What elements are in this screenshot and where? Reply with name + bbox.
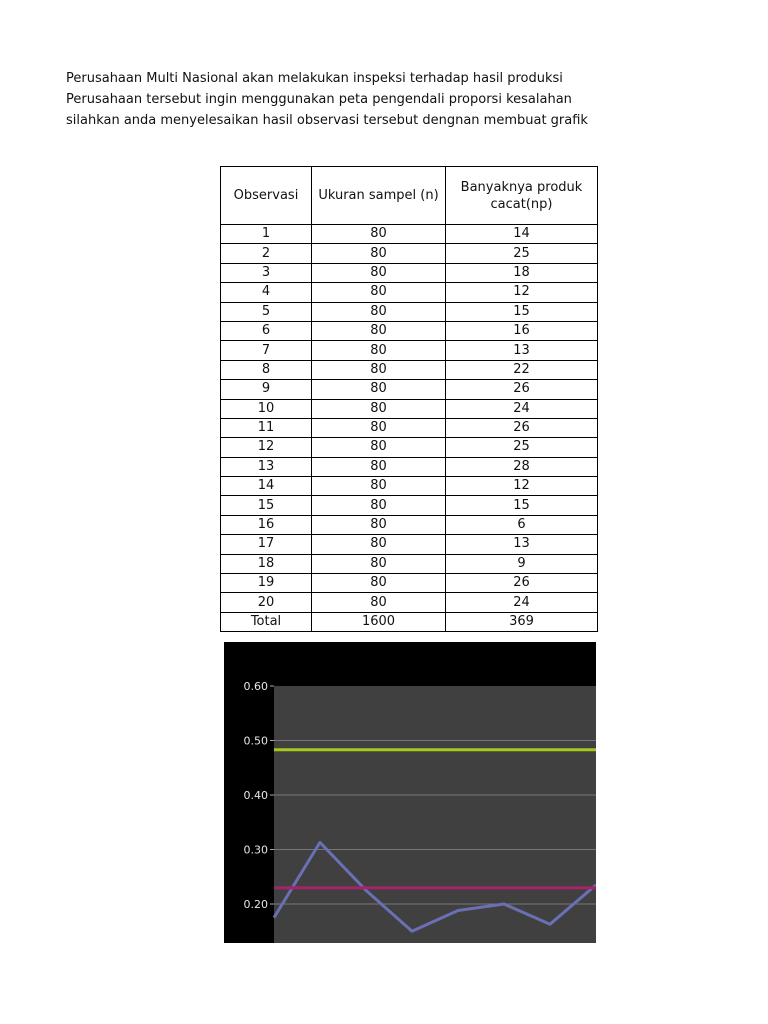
cell-observasi: 8 [221, 360, 312, 379]
cell-ukuran-sampel: 80 [312, 477, 446, 496]
table-row [221, 321, 598, 340]
table-row [221, 515, 598, 534]
cell-observasi: 10 [221, 399, 312, 418]
cell-ukuran-sampel: 80 [312, 457, 446, 476]
problem-statement [66, 68, 598, 131]
cell-produk-cacat: 12 [446, 477, 598, 496]
cell-observasi: 2 [221, 244, 312, 263]
table-row [221, 438, 598, 457]
cell-observasi: 14 [221, 477, 312, 496]
cell-ukuran-sampel: 80 [312, 515, 446, 534]
cell-produk-cacat: 25 [446, 438, 598, 457]
y-tick-label: 0.50 [243, 734, 268, 748]
cell-observasi: 15 [221, 496, 312, 515]
cell-ukuran-sampel: 80 [312, 360, 446, 379]
cell-observasi: 4 [221, 283, 312, 302]
table-body [221, 225, 598, 613]
cell-ukuran-sampel: 80 [312, 593, 446, 612]
y-tick-label: 0.40 [243, 789, 268, 802]
header-observasi: Observasi [221, 167, 312, 225]
intro-line-1: Perusahaan Multi Nasional akan melakukan inspeksi terhadap hasil produksi [66, 71, 563, 86]
cell-observasi: 19 [221, 574, 312, 593]
table-row [221, 225, 598, 244]
cell-ukuran-sampel: 80 [312, 496, 446, 515]
table-row [221, 457, 598, 476]
cell-produk-cacat: 15 [446, 302, 598, 321]
cell-observasi: 1 [221, 225, 312, 244]
cell-ukuran-sampel: 80 [312, 321, 446, 340]
cell-observasi: 6 [221, 321, 312, 340]
table-header-row [221, 167, 598, 225]
table-row [221, 496, 598, 515]
cell-produk-cacat: 28 [446, 457, 598, 476]
header-ukuran-sampel: Ukuran sampel (n) [312, 167, 446, 225]
intro-line-2: Perusahaan tersebut ingin menggunakan peta pengendali proporsi kesalahan [66, 92, 572, 107]
cell-ukuran-sampel: 80 [312, 554, 446, 573]
cell-ukuran-sampel: 80 [312, 283, 446, 302]
cell-ukuran-sampel: 80 [312, 341, 446, 360]
y-tick-label: 0.60 [243, 680, 268, 693]
table-row [221, 341, 598, 360]
cell-produk-cacat: 25 [446, 244, 598, 263]
cell-ukuran-sampel: 80 [312, 438, 446, 457]
cell-produk-cacat: 22 [446, 360, 598, 379]
p-chart-svg [224, 642, 596, 943]
cell-ukuran-sampel: 80 [312, 225, 446, 244]
table-row [221, 399, 598, 418]
cell-observasi: 9 [221, 380, 312, 399]
cell-ukuran-sampel: 80 [312, 418, 446, 437]
cell-produk-cacat: 26 [446, 380, 598, 399]
intro-line-3: silahkan anda menyelesaikan hasil observasi tersebut dengnan membuat grafik [66, 113, 588, 128]
table-row [221, 302, 598, 321]
cell-produk-cacat: 13 [446, 535, 598, 554]
header-produk-cacat: Banyaknya produk cacat(np) [446, 167, 598, 225]
cell-ukuran-sampel: 80 [312, 535, 446, 554]
cell-ukuran-sampel: 80 [312, 399, 446, 418]
table-row [221, 593, 598, 612]
cell-observasi: 17 [221, 535, 312, 554]
cell-observasi: 16 [221, 515, 312, 534]
cell-produk-cacat: 12 [446, 283, 598, 302]
cell-ukuran-sampel: 80 [312, 574, 446, 593]
total-defects: 369 [446, 612, 598, 631]
cell-observasi: 18 [221, 554, 312, 573]
cell-observasi: 3 [221, 263, 312, 282]
cell-ukuran-sampel: 80 [312, 380, 446, 399]
cell-observasi: 11 [221, 418, 312, 437]
y-tick-label: 0.30 [243, 843, 268, 857]
total-label: Total [221, 612, 312, 631]
cell-ukuran-sampel: 80 [312, 244, 446, 263]
cell-produk-cacat: 16 [446, 321, 598, 340]
cell-produk-cacat: 6 [446, 515, 598, 534]
cell-produk-cacat: 24 [446, 399, 598, 418]
table-row [221, 418, 598, 437]
table-row [221, 244, 598, 263]
cell-produk-cacat: 13 [446, 341, 598, 360]
table-row [221, 535, 598, 554]
cell-produk-cacat: 14 [446, 225, 598, 244]
table-row [221, 283, 598, 302]
table-row [221, 360, 598, 379]
cell-ukuran-sampel: 80 [312, 263, 446, 282]
table-row [221, 574, 598, 593]
table-row [221, 554, 598, 573]
cell-produk-cacat: 15 [446, 496, 598, 515]
p-chart [224, 642, 596, 943]
observation-table [220, 166, 598, 632]
cell-produk-cacat: 24 [446, 593, 598, 612]
cell-produk-cacat: 26 [446, 574, 598, 593]
table-row [221, 477, 598, 496]
tick-labels [244, 680, 275, 911]
cell-observasi: 5 [221, 302, 312, 321]
cell-observasi: 7 [221, 341, 312, 360]
table-row [221, 380, 598, 399]
total-sample-size: 1600 [312, 612, 446, 631]
cell-produk-cacat: 18 [446, 263, 598, 282]
cell-produk-cacat: 9 [446, 554, 598, 573]
cell-observasi: 20 [221, 593, 312, 612]
cell-produk-cacat: 26 [446, 418, 598, 437]
total-row [221, 612, 598, 631]
cell-ukuran-sampel: 80 [312, 302, 446, 321]
table-row [221, 263, 598, 282]
y-tick-label: 0.20 [243, 898, 268, 911]
cell-observasi: 13 [221, 457, 312, 476]
cell-observasi: 12 [221, 438, 312, 457]
